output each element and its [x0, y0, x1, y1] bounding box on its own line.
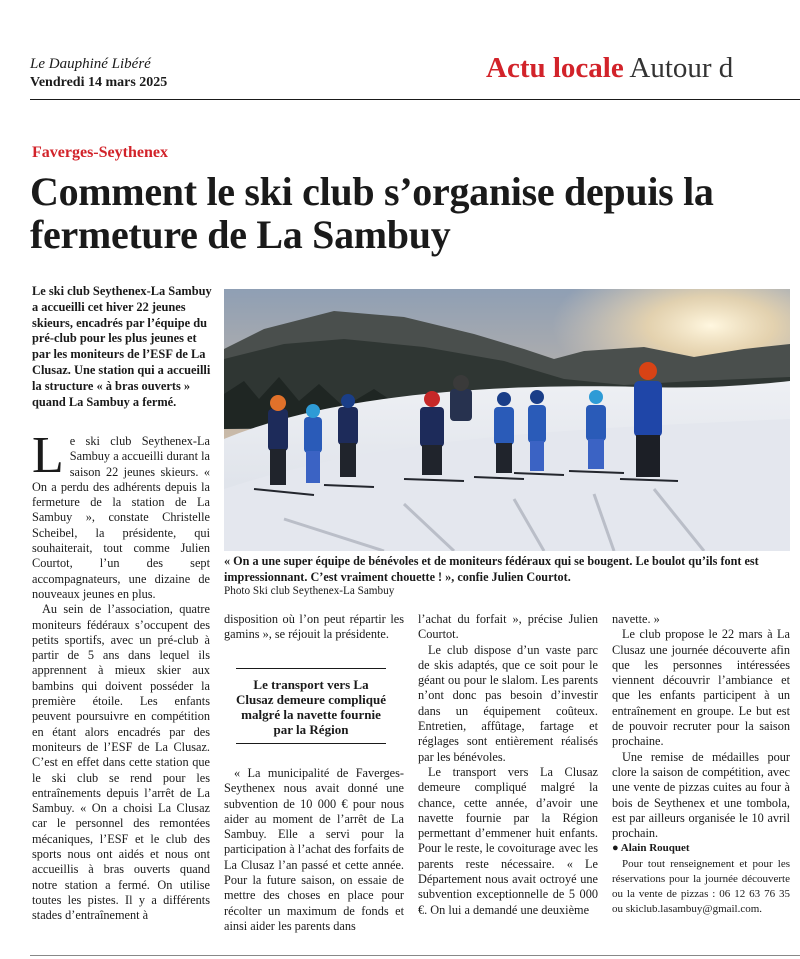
article-kicker: Faverges-Seythenex: [32, 144, 168, 161]
photo-credit: Photo Ski club Seythenex-La Sambuy: [224, 585, 395, 597]
ski-group-photo: [224, 289, 790, 551]
paragraph: [32, 427, 210, 602]
article-column-3: [418, 612, 598, 918]
newspaper-name: Le Dauphiné Libéré: [30, 56, 151, 72]
paragraph: Au sein de l’association, quatre moniteurs fédéraux s’occupent des petits sportifs, avec un pré-club à partir de 5 ans dans lequel ils apprennent à mieux skier aux bambins qui doivent posséder la première étoile. Les enfants peuvent poursuivre en compétition en étant alors encadrés par des moniteurs de l’ESF de La Clusaz. C’est en effet dans cette station que le ski club se rend pour les entraînements depuis l’arrêt de La Sambuy. « On a choisi La Clusaz car le personnel des remontées mécaniques, l’ESF et le club des sports nous ont aidés et nous ont accueillis à bras ouverts quand notre station a fermé. On utilise toutes les pistes. Il y a différents stades d’entraînement à: [32, 602, 210, 923]
section-secondary: Autour d: [629, 52, 734, 84]
article-column-1: [32, 427, 210, 924]
article-lede: Le ski club Seythenex-La Sambuy a accueilli cet hiver 22 jeunes skieurs, encadrés par l’équipe du pré-club pour les plus jeunes et par les moniteurs de l’ESF de La Clusaz. Une station qui a accueilli la structure « à bras ouverts » quand La Sambuy a fermé.: [32, 284, 212, 409]
paragraph: navette. »: [612, 612, 660, 626]
paragraph: Le club dispose d’un vaste parc de skis adaptés, que ce soit pour le géant ou pour le slalom. Les parents n’ont donc pas besoin d’investir dans un équipement coûteux. Entretien, affûtage, fartage et réglages sont entièrement réalisés par les bénévoles.: [418, 642, 598, 764]
paragraph: Une remise de médailles pour clore la saison de compétition, avec une vente de pizzas cuites au four à bois de Seythenex et une tombola, est par ailleurs organisée le 10 avril prochain.: [612, 749, 790, 841]
paragraph: Le transport vers La Clusaz demeure compliqué malgré la chance, cette année, d’avoir une navette fournie par la Région permettant d’emmener huit enfants. Pour le reste, le covoiturage avec les parents reste nécessaire. « Le Département nous avait octroyé une subvention exceptionnelle de 5 000 €. On lui a demandé une deuxième: [418, 764, 598, 917]
paragraph-text: e ski club Seythenex-La Sambuy a accueilli durant la saison 22 jeunes skieurs. « On a perdu des adhérents depuis la fermeture de la station de La Sambuy », constate Christelle Scheibel, la présidente, qui souhaiterait, tout comme Julien Courtot, l’un des sept accompagnateurs, une dizaine de nouveaux jeunes en plus.: [32, 434, 210, 601]
paragraph: « La municipalité de Faverges-Seythenex nous avait donné une subvention de 10 000 € pour nous aider au moment de l’arrêt de La Sambuy. Elle a servi pour la participation à l’achat des forfaits de La Clusaz l’an passé et cette année. Pour la future saison, on essaie de mettre des choses en place pour récolter un maximum de fonds et ainsi aider les parents dans: [224, 766, 404, 933]
author-byline: ● Alain Rouquet: [612, 842, 690, 855]
article-column-2: [224, 612, 404, 643]
section-primary: Actu locale: [486, 52, 624, 84]
paragraph: Le club propose le 22 mars à La Clusaz une journée découverte afin que les personnes intéressées viennent découvrir l’ambiance et que les enfants participent à un entraînement en groupe. Le but est de pouvoir recruter pour la saison prochaine.: [612, 627, 790, 749]
issue-date: Vendredi 14 mars 2025: [30, 75, 168, 90]
header-rule: [30, 99, 800, 100]
photo-caption: « On a une super équipe de bénévoles et de moniteurs fédéraux qui se bougent. Le boulot qu’ils font est impressionnant. C’est vraiment chouette ! », confie Julien Courtot.: [224, 554, 759, 584]
article-photo: [224, 289, 790, 551]
section-header: [486, 52, 733, 85]
drop-cap: L: [32, 427, 64, 484]
article-column-2-continued: [224, 766, 404, 934]
paragraph: l’achat du forfait », précise Julien Courtot.: [418, 612, 598, 642]
masthead: [30, 52, 800, 98]
author-name: Alain Rouquet: [620, 842, 690, 855]
paragraph: disposition où l’on peut répartir les gamins », se réjouit la présidente.: [224, 612, 404, 642]
info-box: Pour tout renseignement et pour les réservations pour la journée découverte ou la vente de pizzas : 06 12 63 76 35 ou skiclub.lasambuy@gmail.com.: [612, 857, 790, 915]
article-title: Comment le ski club s’organise depuis la fermeture de La Sambuy: [30, 169, 714, 257]
footer-rule: [30, 955, 800, 956]
subhead-box: Le transport vers La Clusaz demeure compliqué malgré la navette fournie par la Région: [236, 668, 386, 744]
article-column-4: [612, 612, 790, 917]
